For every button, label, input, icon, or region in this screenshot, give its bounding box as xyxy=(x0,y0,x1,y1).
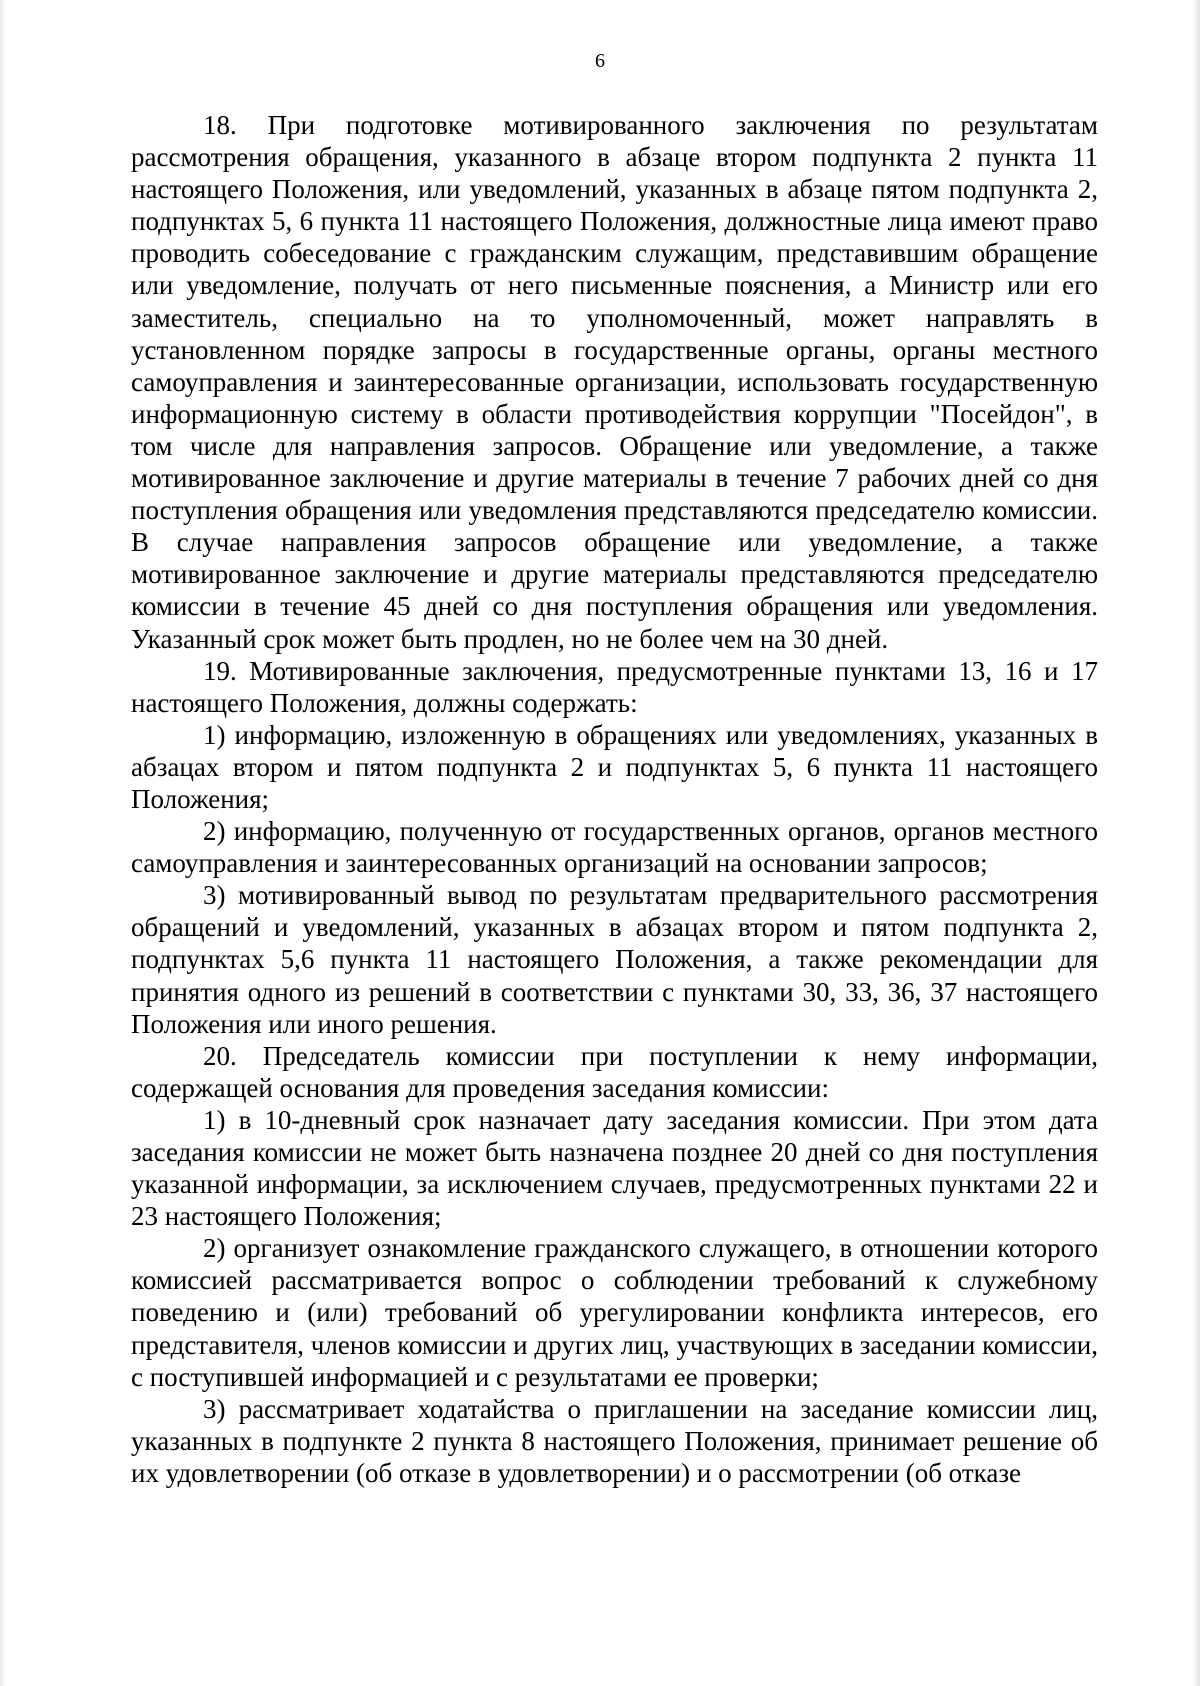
paragraph-19-item-2: 2) информацию, полученную от государственных органов, органов местного самоуправления и заинтересованных организаций на основании запросов; xyxy=(131,816,1098,879)
scan-edge-right xyxy=(1192,0,1200,1686)
paragraph-20-item-3: 3) рассматривает ходатайства о приглашении на заседание комиссии лиц, указанных в подпункте 2 пункта 8 настоящего Положения, принимает решение об их удовлетворении (об отказе в удовлетворении) и о рассмотрении (об отказе xyxy=(131,1393,1098,1488)
document-body xyxy=(131,109,1098,1489)
paragraph-20: 20. Председатель комиссии при поступлении к нему информации, содержащей основания для проведения заседания комиссии: xyxy=(131,1040,1098,1103)
paragraph-20-item-1: 1) в 10-дневный срок назначает дату заседания комиссии. При этом дата заседания комиссии не может быть назначена позднее 20 дней со дня поступления указанной информации, за исключением случаев, предусмотренных пунктами 22 и 23 настоящего Положения; xyxy=(131,1104,1098,1232)
paragraph-20-item-2: 2) организует ознакомление гражданского служащего, в отношении которого комиссией рассматривается вопрос о соблюдении требований к служебному поведению и (или) требований об урегулировании конфликта интересов, его представителя, членов комиссии и других лиц, участвующих в заседании комиссии, с поступившей информацией и с результатами ее проверки; xyxy=(131,1233,1099,1392)
paragraph-19-item-1: 1) информацию, изложенную в обращениях или уведомлениях, указанных в абзацах втором и пятом подпункта 2 и подпунктах 5, 6 пункта 11 настоящего Положения; xyxy=(131,719,1098,814)
paragraph-18: 18. При подготовке мотивированного заключения по результатам рассмотрения обращения, указанного в абзаце втором подпункта 2 пункта 11 настоящего Положения, или уведомлений, указанных в абзаце пятом подпункта 2, подпунктах 5, 6 пункта 11 настоящего Положения, должностные лица имеют право проводить собеседование с гражданским служащим, представившим обращение или уведомление, получать от него письменные пояснения, а Министр или его заместитель, специально на то уполномоченный, может направлять в установленном порядке запросы в государственные органы, органы местного самоуправления и заинтересованные организации, использовать государственную информационную систему в области противодействия коррупции "Посейдон", в том числе для направления запросов. Обращение или уведомление, а также мотивированное заключение и другие материалы в течение 7 рабочих дней со дня поступления обращения или уведомления представляются председателю комиссии. В случае направления запросов обращение или уведомление, а также мотивированное заключение и другие материалы представляются председателю комиссии в течение 45 дней со дня поступления обращения или уведомления. Указанный срок может быть продлен, но не более чем на 30 дней. xyxy=(131,110,1098,654)
paragraph-19: 19. Мотивированные заключения, предусмотренные пунктами 13, 16 и 17 настоящего Положения, должны содержать: xyxy=(131,655,1098,718)
page-number: 6 xyxy=(595,50,605,72)
scan-edge-left xyxy=(0,0,6,1686)
paragraph-19-item-3: 3) мотивированный вывод по результатам предварительного рассмотрения обращений и уведомлений, указанных в абзацах втором и пятом подпункта 2, подпунктах 5,6 пункта 11 настоящего Положения, а также рекомендации для принятия одного из решений в соответствии с пунктами 30, 33, 36, 37 настоящего Положения или иного решения. xyxy=(131,880,1098,1039)
